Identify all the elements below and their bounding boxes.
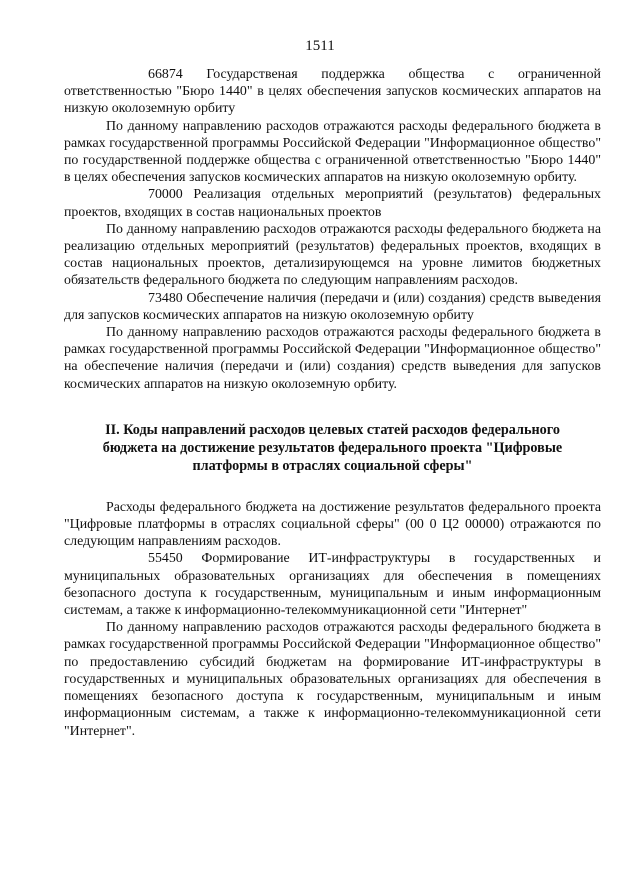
description-paragraph bbox=[64, 499, 601, 551]
paragraph-text: Государственая поддержка общества с ограниченной ответственностью "Бюро 1440" в целях обеспечения запусков космических аппаратов на низкую околоземную орбиту bbox=[64, 67, 601, 117]
paragraph-text: Обеспечение наличия (передачи и (или) создания) средств выведения для запусков космических аппаратов на низкую околоземную орбиту bbox=[64, 290, 601, 323]
page-number: 1511 bbox=[305, 38, 335, 54]
expense-code: 55450 bbox=[148, 551, 183, 567]
section-after-heading bbox=[64, 499, 601, 740]
paragraph-text: Расходы федерального бюджета на достижение результатов федерального проекта "Цифровые платформы в отраслях социальной сферы" (00 0 Ц2 00000) отражаются по следующим направлениям расходов. bbox=[64, 499, 601, 550]
paragraph-text: По данному направлению расходов отражаются расходы федерального бюджета в рамках государственной программы Российской Федерации "Информационное общество" на обеспечение наличия (передачи и (или) создания) средств выведения для запусков космических аппаратов на низкую околоземную орбиту. bbox=[64, 325, 601, 392]
section-heading: II. Коды направлений расходов целевых статей расходов федерального бюджета на достижение результатов федерального проекта "Цифровые платформы в отраслях социальной сферы" bbox=[102, 421, 563, 474]
expense-code: 70000 bbox=[148, 187, 183, 203]
expense-code: 66874 bbox=[148, 67, 183, 82]
description-paragraph bbox=[64, 221, 601, 290]
description-paragraph bbox=[64, 118, 601, 187]
document-body bbox=[64, 66, 601, 740]
expense-code: 73480 bbox=[148, 290, 183, 306]
paragraph-text: По данному направлению расходов отражаются расходы федерального бюджета в рамках государственной программы Российской Федерации "Информационное общество" по предоставлению субсидий бюджетам на формирование ИТ-инфраструктуры в государственных и муниципальных образовательных организациях для обеспечения в помещениях безопасного доступа к государственным, муниципальным и иным информационным системам, а также к информационно-телекоммуникационной сети "Интернет". bbox=[64, 620, 601, 739]
paragraph-text: Формирование ИТ-инфраструктуры в государственных и муниципальных образовательных организациях для обеспечения в помещениях безопасного доступа к государственным, муниципальным и иным информационным системам, а также к информационно-телекоммуникационной сети "Интернет" bbox=[64, 551, 601, 619]
code-paragraph bbox=[64, 186, 601, 220]
paragraph-text: По данному направлению расходов отражаются расходы федерального бюджета в рамках государственной программы Российской Федерации "Информационное общество" по государственной поддержке общества с ограниченной ответственностью "Бюро 1440" в целях обеспечения запусков космических аппаратов на низкую околоземную орбиту. bbox=[64, 118, 601, 186]
code-paragraph bbox=[64, 290, 601, 324]
paragraph-text: Реализация отдельных мероприятий (результатов) федеральных проектов, входящих в состав национальных проектов bbox=[64, 187, 601, 220]
section-before-heading bbox=[64, 66, 601, 393]
code-paragraph bbox=[64, 66, 601, 118]
description-paragraph bbox=[64, 324, 601, 393]
description-paragraph bbox=[64, 619, 601, 739]
paragraph-text: По данному направлению расходов отражаются расходы федерального бюджета на реализацию отдельных мероприятий (результатов) федеральных проектов, входящих в состав национальных проектов, детализирующемся на уровне лимитов бюджетных обязательств федерального бюджета по следующим направлениям расходов. bbox=[64, 221, 601, 289]
code-paragraph bbox=[64, 550, 601, 619]
